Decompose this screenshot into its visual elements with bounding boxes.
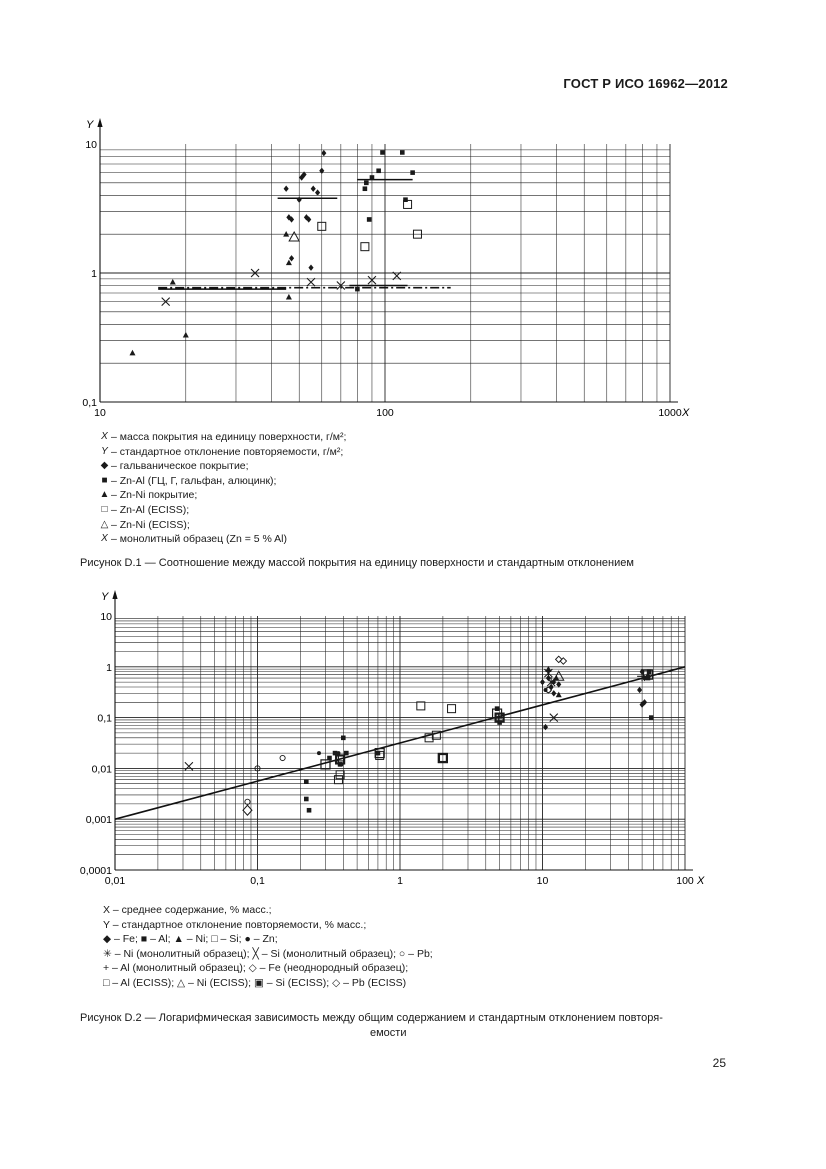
y-tick-label: 10 — [100, 611, 112, 623]
legend1-text: – Zn-Ni покрытие; — [111, 489, 198, 502]
x-tick-label: 0,01 — [104, 875, 126, 887]
y-tick-label: 1 — [106, 661, 112, 674]
legend1-symbol: ■ — [101, 474, 108, 486]
legend2-line: □ – Al (ECISS); △ – Ni (ECISS); ▣ – Si (ECISS); ◇ – Pb (ECISS) — [103, 976, 407, 989]
data-point-open-square — [417, 702, 425, 710]
x-tick-label: 10 — [94, 407, 106, 419]
y-axis-label: Y — [86, 119, 94, 131]
data-point-diamond — [540, 679, 545, 685]
data-point-asterisk — [544, 668, 552, 678]
y-tick-label: 10 — [85, 139, 97, 151]
x-axis-label: X — [682, 407, 690, 419]
data-point-square — [341, 736, 346, 741]
legend1-text: – масса покрытия на единицу поверхности, г/м²; — [111, 431, 347, 443]
legend1-text: – монолитный образец (Zn = 5 % Al) — [111, 533, 288, 546]
data-point-open-square — [448, 705, 456, 713]
legend1-symbol: △ — [100, 518, 109, 530]
x-axis-label: X — [697, 875, 705, 887]
x-tick-label: 10 — [536, 875, 549, 887]
figure2-caption-line2: емости — [370, 1027, 407, 1039]
legend2-line: X – среднее содержание, % масс.; — [103, 904, 272, 916]
data-point-x — [185, 762, 193, 770]
x-tick-label: 1000 — [658, 407, 682, 419]
chart2-grid — [112, 590, 693, 870]
page-number: 25 — [712, 1056, 726, 1070]
legend1-symbol: □ — [101, 503, 108, 515]
legend1-symbol: ▲ — [99, 489, 110, 501]
data-point-triangle — [556, 692, 562, 698]
legend1-symbol: X — [101, 533, 108, 545]
legend1-symbol: X — [101, 431, 108, 442]
x-tick-label: 1 — [397, 875, 403, 887]
x-tick-label: 0,1 — [250, 875, 265, 887]
data-point-square — [649, 715, 654, 720]
data-point-square — [304, 797, 309, 802]
y-tick-label: 0,0001 — [79, 865, 112, 877]
y-tick-label: 0,1 — [82, 397, 97, 409]
x-tick-label: 100 — [376, 407, 394, 419]
document-header: ГОСТ Р ИСО 16962—2012 — [563, 76, 728, 91]
data-point-square — [307, 808, 312, 813]
data-point-square — [304, 779, 309, 784]
figure2-legend — [103, 903, 433, 991]
figure1-caption: Рисунок D.1 — Соотношение между массой покрытия на единицу поверхности и стандартным отклонением — [80, 557, 634, 569]
data-point-open-circle — [280, 755, 285, 760]
legend1-text: – Zn-Al (ECISS); — [111, 503, 190, 516]
y-tick-label: 0,01 — [91, 763, 112, 776]
data-point-open-diamond-large — [243, 805, 252, 815]
legend2-line: ✳ – Ni (монолитный образец); ╳ – Si (монолитный образец); ○ – Pb; — [103, 947, 433, 960]
legend2-line: + – Al (монолитный образец); ◇ – Fe (неоднородный образец); — [103, 962, 409, 975]
legend2-line: Y – стандартное отклонение повторяемости, % масс.; — [103, 918, 367, 931]
legend1-text: – Zn-Al (ГЦ, Г, гальфан, алюцинк); — [111, 474, 277, 487]
data-point-diamond — [543, 724, 548, 730]
figure2-caption-line1: Рисунок D.2 — Логарифмическая зависимость между общим содержанием и стандартным отклонением повторя- — [80, 1012, 663, 1024]
data-point-diamond — [551, 690, 556, 696]
y-tick-label: 0,1 — [97, 712, 112, 725]
y-tick-label: 0,001 — [85, 814, 112, 827]
y-axis-label: Y — [101, 591, 109, 603]
legend2-line: ◆ – Fe; ■ – Al; ▲ – Ni; □ – Si; ● – Zn; — [103, 933, 278, 946]
y-tick-label: 1 — [91, 268, 97, 280]
legend1-text: – Zn-Ni (ECISS); — [111, 518, 190, 531]
legend1-text: – стандартное отклонение повторяемости, г/м²; — [111, 445, 344, 458]
data-point-circle — [317, 751, 321, 755]
legend1-text: – гальваническое покрытие; — [111, 460, 249, 473]
chart2-marks — [185, 656, 654, 815]
data-point-open-circle — [245, 799, 250, 804]
legend1-symbol: Y — [101, 445, 108, 457]
y-axis-arrow — [112, 590, 117, 599]
x-tick-label: 100 — [676, 875, 694, 887]
data-point-diamond — [637, 687, 642, 693]
legend1-symbol: ◆ — [100, 460, 109, 472]
chart2-tick-labels — [80, 591, 705, 887]
